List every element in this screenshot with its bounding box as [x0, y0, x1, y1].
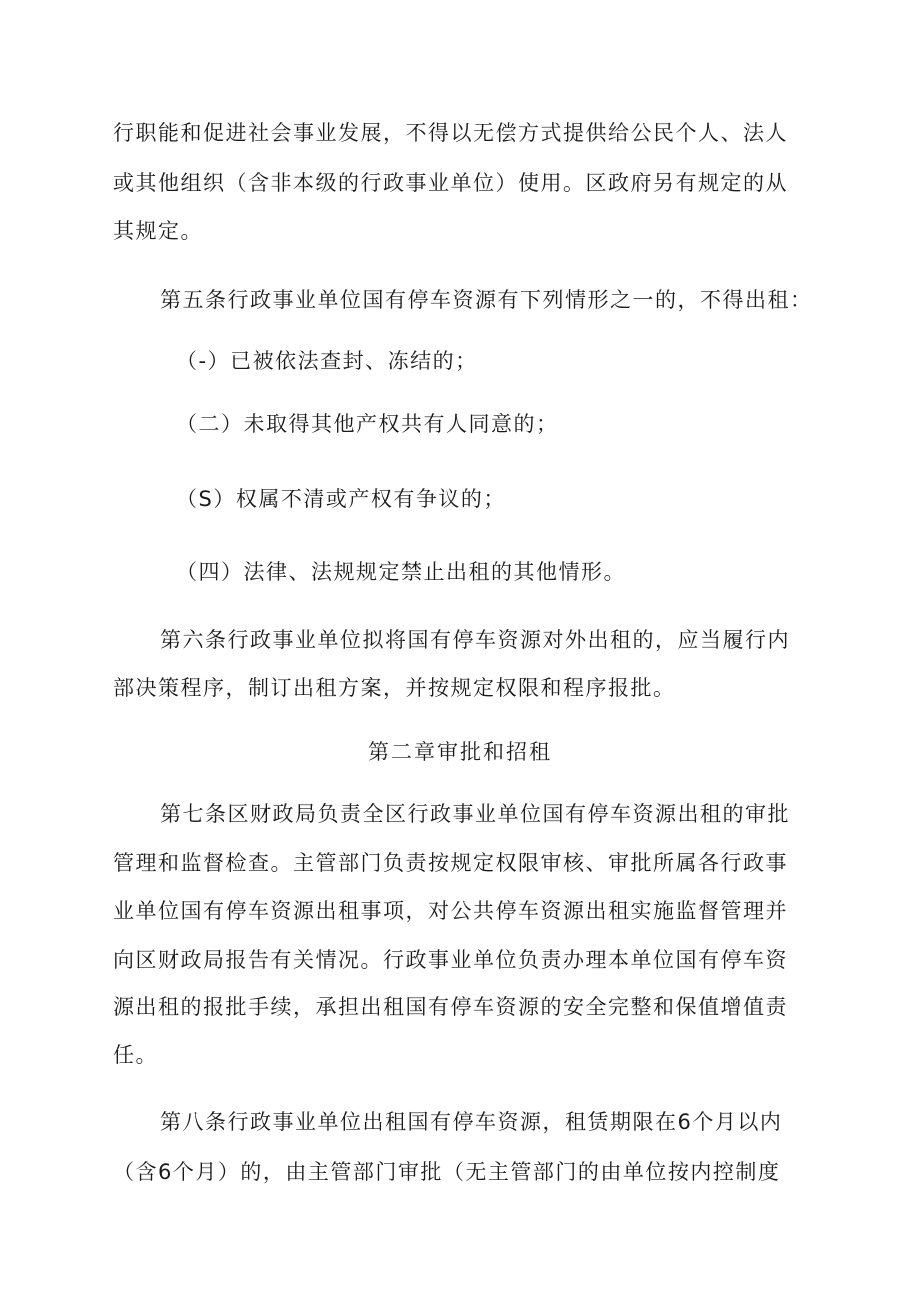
- list-item-3: （S）权属不清或产权有争议的；: [176, 487, 506, 511]
- paragraph-line: 任。: [113, 1043, 158, 1067]
- article-7-line: 第七条区财政局负责全区行政事业单位国有停车资源出租的审批: [160, 802, 790, 826]
- paragraph-line: 管理和监督检查。主管部门负责按规定权限审核、审批所属各行政事: [113, 851, 788, 875]
- paragraph-line: 或其他组织（含非本级的行政事业单位）使用。区政府另有规定的从: [113, 171, 788, 195]
- chapter-heading: 第二章审批和招租: [368, 740, 552, 764]
- paragraph-line: 部决策程序，制订出租方案，并按规定权限和程序报批。: [113, 676, 676, 700]
- paragraph-line: 业单位国有停车资源出租事项，对公共停车资源出租实施监督管理并: [113, 899, 788, 923]
- paragraph-line: 其规定。: [113, 219, 203, 243]
- paragraph-line: 向区财政局报告有关情况。行政事业单位负责办理本单位国有停车资: [113, 948, 788, 972]
- list-item-2: （二）未取得其他产权共有人同意的；: [176, 412, 559, 436]
- list-item-4: （四）法律、法规规定禁止出租的其他情形。: [176, 560, 626, 584]
- article-8-line: 第八条行政事业单位出租国有停车资源，租赁期限在6个月以内: [160, 1110, 783, 1134]
- paragraph-line: 源出租的报批手续，承担出租国有停车资源的安全完整和保值增值责: [113, 995, 788, 1019]
- paragraph-line: 行职能和促进社会事业发展，不得以无偿方式提供给公民个人、法人: [113, 121, 788, 145]
- paragraph-line: （含6个月）的，由主管部门审批（无主管部门的由单位按内控制度: [113, 1160, 781, 1184]
- article-6-line: 第六条行政事业单位拟将国有停车资源对外出租的，应当履行内: [160, 628, 790, 652]
- article-5-line: 第五条行政事业单位国有停车资源有下列情形之一的，不得出租：: [160, 288, 813, 312]
- list-item-1: （-）已被依法查封、冻结的；: [176, 349, 478, 373]
